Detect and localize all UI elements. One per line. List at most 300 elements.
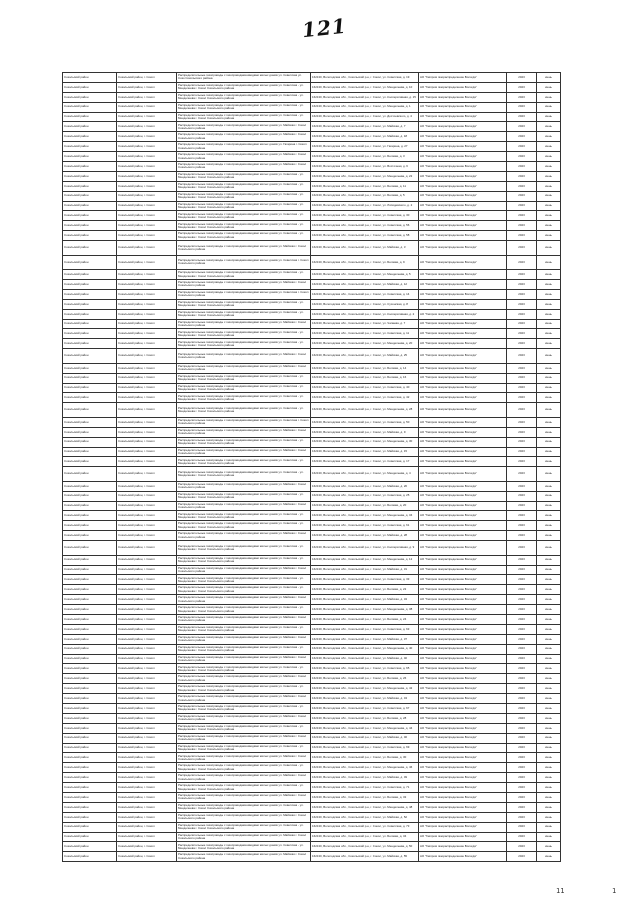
cell-district: Сокольский район — [63, 427, 117, 437]
table-row — [63, 447, 561, 457]
cell-locality: Сокольский район, г. Сокол — [117, 793, 177, 803]
cell-locality: Сокольский район, г. Сокол — [117, 733, 177, 743]
cell-address: 162130, Вологодская обл., Сокольский р-н, г. Сокол, ул. Менделеева, д. 12 — [311, 555, 419, 565]
cell-year: 2023 — [507, 723, 537, 733]
cell-month: июнь — [537, 221, 561, 231]
cell-organization: АО "Газпром газораспределение Вологда" — [419, 467, 507, 482]
cell-organization: АО "Газпром газораспределение Вологда" — [419, 521, 507, 531]
cell-district: Сокольский район — [63, 393, 117, 403]
cell-month: июнь — [537, 82, 561, 92]
cell-organization: АО "Газпром газораспределение Вологда" — [419, 743, 507, 753]
cell-month: июнь — [537, 270, 561, 280]
cell-month: июнь — [537, 541, 561, 556]
cell-district: Сокольский район — [63, 783, 117, 793]
cell-object-name: Распределительные газопроводы с газопроводами-вводами жилых домов ул. Майская г. Сокол Сокольского района — [177, 241, 311, 256]
table-row — [63, 142, 561, 152]
cell-object-name: Распределительные газопроводы с газопроводами-вводами жилых домов ул. Советская - ул. Менделеева г. Сокол Сокольского района — [177, 373, 311, 383]
cell-month: июнь — [537, 403, 561, 418]
cell-object-name: Распределительные газопроводы с газопроводами-вводами жилых домов ул. Советская - ул. Менделеева г. Сокол Сокольского района — [177, 92, 311, 102]
cell-year: 2023 — [507, 531, 537, 541]
cell-locality: Сокольский район, г. Сокол — [117, 783, 177, 793]
cell-organization: АО "Газпром газораспределение Вологда" — [419, 417, 507, 427]
document-table-wrapper — [62, 72, 560, 862]
cell-month: июнь — [537, 822, 561, 832]
cell-object-name: Распределительные газопроводы с газопроводами-вводами жилых домов ул. Майская г. Сокол Сокольского района — [177, 280, 311, 290]
cell-district: Сокольский район — [63, 674, 117, 684]
cell-district: Сокольский район — [63, 763, 117, 773]
cell-year: 2023 — [507, 417, 537, 427]
cell-year: 2023 — [507, 270, 537, 280]
cell-month: июнь — [537, 713, 561, 723]
cell-object-name: Распределительные газопроводы с газопроводами-вводами жилых домов ул. Советская - ул. Менделеева г. Сокол Сокольского района — [177, 102, 311, 112]
cell-locality: Сокольский район, г. Сокол — [117, 624, 177, 634]
cell-locality: Сокольский район, г. Сокол — [117, 664, 177, 674]
cell-year: 2023 — [507, 822, 537, 832]
table-row — [63, 703, 561, 713]
cell-locality: Сокольский район, г. Сокол — [117, 211, 177, 221]
cell-month: июнь — [537, 73, 561, 83]
cell-locality: Сокольский район, г. Сокол — [117, 349, 177, 364]
cell-district: Сокольский район — [63, 595, 117, 605]
cell-district: Сокольский район — [63, 280, 117, 290]
cell-year: 2023 — [507, 842, 537, 852]
table-row — [63, 171, 561, 181]
cell-address: 162130, Вологодская обл., Сокольский р-н, г. Сокол, ул. Майская, д. 31 — [311, 565, 419, 575]
cell-year: 2023 — [507, 102, 537, 112]
cell-locality: Сокольский район, г. Сокол — [117, 575, 177, 585]
cell-month: июнь — [537, 201, 561, 211]
table-row — [63, 457, 561, 467]
cell-district: Сокольский район — [63, 802, 117, 812]
cell-organization: АО "Газпром газораспределение Вологда" — [419, 132, 507, 142]
table-row — [63, 555, 561, 565]
cell-object-name: Распределительные газопроводы с газопроводами-вводами жилых домов ул. Майская г. Сокол Сокольского района — [177, 349, 311, 364]
cell-year: 2023 — [507, 437, 537, 447]
cell-locality: Сокольский район, г. Сокол — [117, 447, 177, 457]
cell-year: 2023 — [507, 349, 537, 364]
cell-organization: АО "Газпром газораспределение Вологда" — [419, 595, 507, 605]
cell-organization: АО "Газпром газораспределение Вологда" — [419, 373, 507, 383]
cell-district: Сокольский район — [63, 132, 117, 142]
cell-organization: АО "Газпром газораспределение Вологда" — [419, 393, 507, 403]
table-row — [63, 82, 561, 92]
cell-organization: АО "Газпром газораспределение Вологда" — [419, 201, 507, 211]
cell-address: 162130, Вологодская обл., Сокольский р-н, г. Сокол, ул. Беговая, д. 24 — [311, 614, 419, 624]
cell-locality: Сокольский район, г. Сокол — [117, 142, 177, 152]
table-row — [63, 565, 561, 575]
cell-address: 162130, Вологодская обл., Сокольский р-н, г. Сокол, ул. Кооперативная, д. 2 — [311, 309, 419, 319]
cell-month: июнь — [537, 694, 561, 704]
cell-locality: Сокольский район, г. Сокол — [117, 694, 177, 704]
cell-month: июнь — [537, 152, 561, 162]
cell-object-name: Распределительные газопроводы с газопроводами-вводами жилых домов ул. Майская г. Сокол Сокольского района — [177, 634, 311, 644]
table-row — [63, 723, 561, 733]
cell-month: июнь — [537, 191, 561, 201]
cell-organization: АО "Газпром газораспределение Вологда" — [419, 181, 507, 191]
cell-address: 162130, Вологодская обл., Сокольский р-н, г. Сокол, ул. Менделеева, д. 20 — [311, 339, 419, 349]
cell-year: 2023 — [507, 565, 537, 575]
table-row — [63, 393, 561, 403]
cell-locality: Сокольский район, г. Сокол — [117, 832, 177, 842]
cell-month: июнь — [537, 329, 561, 339]
cell-year: 2023 — [507, 280, 537, 290]
cell-organization: АО "Газпром газораспределение Вологда" — [419, 319, 507, 329]
cell-month: июнь — [537, 575, 561, 585]
cell-object-name: Распределительные газопроводы с газопроводами-вводами жилых домов ул. Советская - ул. Менделеева г. Сокол Сокольского района — [177, 181, 311, 191]
cell-year: 2023 — [507, 152, 537, 162]
cell-address: 162130, Вологодская обл., Сокольский р-н, г. Сокол, ул. Менделеева, д. 28 — [311, 403, 419, 418]
cell-year: 2023 — [507, 694, 537, 704]
cell-district: Сокольский район — [63, 694, 117, 704]
cell-month: июнь — [537, 511, 561, 521]
table-row — [63, 132, 561, 142]
cell-month: июнь — [537, 427, 561, 437]
cell-district: Сокольский район — [63, 363, 117, 373]
cell-year: 2023 — [507, 703, 537, 713]
cell-year: 2023 — [507, 852, 537, 862]
cell-organization: АО "Газпром газораспределение Вологда" — [419, 614, 507, 624]
gas-pipeline-table — [62, 72, 561, 862]
cell-locality: Сокольский район, г. Сокол — [117, 329, 177, 339]
cell-district: Сокольский район — [63, 713, 117, 723]
cell-month: июнь — [537, 112, 561, 122]
cell-locality: Сокольский район, г. Сокол — [117, 674, 177, 684]
cell-address: 162130, Вологодская обл., Сокольский р-н, г. Сокол, ул. Сухонская, д. 8 — [311, 299, 419, 309]
cell-month: июнь — [537, 842, 561, 852]
cell-locality: Сокольский район, г. Сокол — [117, 231, 177, 241]
cell-district: Сокольский район — [63, 614, 117, 624]
cell-district: Сокольский район — [63, 403, 117, 418]
cell-month: июнь — [537, 393, 561, 403]
cell-year: 2023 — [507, 733, 537, 743]
cell-object-name: Распределительные газопроводы с газопроводами-вводами жилых домов ул. Советская - ул. Менделеева г. Сокол Сокольского района — [177, 575, 311, 585]
cell-month: июнь — [537, 783, 561, 793]
table-row — [63, 793, 561, 803]
cell-year: 2023 — [507, 73, 537, 83]
cell-locality: Сокольский район, г. Сокол — [117, 270, 177, 280]
cell-month: июнь — [537, 319, 561, 329]
table-row — [63, 211, 561, 221]
cell-month: июнь — [537, 437, 561, 447]
table-row — [63, 181, 561, 191]
cell-locality: Сокольский район, г. Сокол — [117, 417, 177, 427]
cell-address: 162130, Вологодская обл., Сокольский р-н, г. Сокол, ул. Майская, д. 37 — [311, 634, 419, 644]
cell-organization: АО "Газпром газораспределение Вологда" — [419, 753, 507, 763]
table-body — [63, 73, 561, 862]
table-row — [63, 832, 561, 842]
cell-year: 2023 — [507, 575, 537, 585]
cell-object-name: Распределительные газопроводы с газопроводами-вводами жилых домов ул. Советская г. Сокол Сокольского района — [177, 255, 311, 270]
cell-object-name: Распределительные газопроводы с газопроводами-вводами жилых домов ул. Майская г. Сокол Сокольского района — [177, 733, 311, 743]
cell-locality: Сокольский район, г. Сокол — [117, 743, 177, 753]
cell-month: июнь — [537, 309, 561, 319]
cell-year: 2023 — [507, 122, 537, 132]
cell-organization: АО "Газпром газораспределение Вологда" — [419, 491, 507, 501]
cell-address: 162130, Вологодская обл., Сокольский р-н, г. Сокол, ул. Ляпидевского, д. 2 — [311, 201, 419, 211]
cell-locality: Сокольский район, г. Сокол — [117, 152, 177, 162]
cell-locality: Сокольский район, г. Сокол — [117, 383, 177, 393]
cell-organization: АО "Газпром газораспределение Вологда" — [419, 142, 507, 152]
cell-locality: Сокольский район, г. Сокол — [117, 763, 177, 773]
cell-address: 162130, Вологодская обл., Сокольский р-н, г. Сокол, ул. Советская, д. 69 — [311, 743, 419, 753]
cell-locality: Сокольский район, г. Сокол — [117, 162, 177, 172]
cell-object-name: Распределительные газопроводы с газопроводами-вводами жилых домов ул. Майская г. Сокол Сокольского района — [177, 595, 311, 605]
cell-object-name: Распределительные газопроводы с газопроводами-вводами жилых домов ул. Советская г. Сокол Сокольского района — [177, 417, 311, 427]
cell-month: июнь — [537, 793, 561, 803]
cell-district: Сокольский район — [63, 221, 117, 231]
cell-year: 2023 — [507, 447, 537, 457]
table-row — [63, 373, 561, 383]
table-row — [63, 152, 561, 162]
cell-district: Сокольский район — [63, 309, 117, 319]
cell-year: 2023 — [507, 832, 537, 842]
table-row — [63, 427, 561, 437]
cell-address: 162130, Вологодская обл., Сокольский р-н, г. Сокол, ул. Советская, д. 71 — [311, 783, 419, 793]
cell-month: июнь — [537, 634, 561, 644]
cell-organization: АО "Газпром газораспределение Вологда" — [419, 852, 507, 862]
cell-organization: АО "Газпром газораспределение Вологда" — [419, 511, 507, 521]
cell-organization: АО "Газпром газораспределение Вологда" — [419, 802, 507, 812]
cell-year: 2023 — [507, 393, 537, 403]
cell-organization: АО "Газпром газораспределение Вологда" — [419, 211, 507, 221]
cell-address: 162130, Вологодская обл., Сокольский р-н, г. Сокол, ул. Беговая, д. 22 — [311, 585, 419, 595]
table-row — [63, 289, 561, 299]
cell-locality: Сокольский район, г. Сокол — [117, 555, 177, 565]
table-row — [63, 654, 561, 664]
cell-object-name: Распределительные газопроводы с газопроводами-вводами жилых домов ул. Майская г. Сокол Сокольского района — [177, 481, 311, 491]
cell-organization: АО "Газпром газораспределение Вологда" — [419, 112, 507, 122]
cell-address: 162130, Вологодская обл., Сокольский р-н, г. Сокол, ул. Майская, д. 25 — [311, 349, 419, 364]
cell-district: Сокольский район — [63, 501, 117, 511]
cell-district: Сокольский район — [63, 531, 117, 541]
cell-object-name: Распределительные газопроводы с газопроводами-вводами жилых домов ул. Майская г. Сокол Сокольского района — [177, 427, 311, 437]
table-row — [63, 541, 561, 556]
cell-object-name: Распределительные газопроводы с газопроводами-вводами жилых домов ул. Майская г. Сокол Сокольского района — [177, 773, 311, 783]
cell-month: июнь — [537, 802, 561, 812]
table-row — [63, 437, 561, 447]
cell-address: 162130, Вологодская обл., Сокольский р-н, г. Сокол, ул. Майская, д. 43 — [311, 694, 419, 704]
cell-month: июнь — [537, 812, 561, 822]
table-row — [63, 162, 561, 172]
cell-month: июнь — [537, 614, 561, 624]
cell-month: июнь — [537, 122, 561, 132]
cell-locality: Сокольский район, г. Сокол — [117, 531, 177, 541]
cell-year: 2023 — [507, 541, 537, 556]
cell-object-name: Распределительные газопроводы с газопроводами-вводами жилых домов ул. Майская г. Сокол Сокольского района — [177, 812, 311, 822]
cell-year: 2023 — [507, 743, 537, 753]
cell-locality: Сокольский район, г. Сокол — [117, 842, 177, 852]
cell-month: июнь — [537, 363, 561, 373]
table-row — [63, 674, 561, 684]
cell-locality: Сокольский район, г. Сокол — [117, 82, 177, 92]
table-row — [63, 191, 561, 201]
table-row — [63, 694, 561, 704]
table-row — [63, 309, 561, 319]
cell-year: 2023 — [507, 363, 537, 373]
cell-address: 162130, Вологодская обл., Сокольский р-н, г. Сокол, ул. Советская, д. 33 — [311, 575, 419, 585]
table-row — [63, 595, 561, 605]
cell-address: 162130, Вологодская обл., Сокольский р-н, г. Сокол, ул. Советская, д. 50 — [311, 417, 419, 427]
cell-year: 2023 — [507, 255, 537, 270]
cell-year: 2023 — [507, 614, 537, 624]
cell-year: 2023 — [507, 595, 537, 605]
cell-address: 162130, Вологодская обл., Сокольский р-н, г. Сокол, ул. Майская, д. 49 — [311, 773, 419, 783]
cell-month: июнь — [537, 605, 561, 615]
cell-organization: АО "Газпром газораспределение Вологда" — [419, 501, 507, 511]
cell-address: 162130, Вологодская обл., Сокольский р-н, г. Сокол, ул. Советская, д. 25 — [311, 491, 419, 501]
cell-locality: Сокольский район, г. Сокол — [117, 614, 177, 624]
cell-locality: Сокольский район, г. Сокол — [117, 393, 177, 403]
cell-year: 2023 — [507, 82, 537, 92]
cell-address: 162130, Вологодская обл., Сокольский р-н, г. Сокол, ул. Менделеева, д. 46 — [311, 763, 419, 773]
cell-address: 162130, Вологодская обл., Сокольский р-н, г. Сокол, ул. Менделеева, д. 38 — [311, 605, 419, 615]
cell-organization: АО "Газпром газораспределение Вологда" — [419, 162, 507, 172]
cell-organization: АО "Газпром газораспределение Вологда" — [419, 363, 507, 373]
cell-address: 162130, Вологодская обл., Сокольский р-н, г. Сокол, ул. Майская, д. 55 — [311, 852, 419, 862]
cell-district: Сокольский район — [63, 181, 117, 191]
cell-district: Сокольский район — [63, 319, 117, 329]
cell-month: июнь — [537, 171, 561, 181]
cell-locality: Сокольский район, г. Сокол — [117, 822, 177, 832]
cell-district: Сокольский район — [63, 191, 117, 201]
table-row — [63, 329, 561, 339]
cell-month: июнь — [537, 501, 561, 511]
cell-month: июнь — [537, 467, 561, 482]
cell-year: 2023 — [507, 309, 537, 319]
cell-district: Сокольский район — [63, 112, 117, 122]
cell-month: июнь — [537, 255, 561, 270]
cell-object-name: Распределительные газопроводы с газопроводами-вводами жилых домов ул. Советская - ул. Менделеева г. Сокол Сокольского района — [177, 723, 311, 733]
page-number: 121 — [300, 13, 348, 43]
table-row — [63, 753, 561, 763]
cell-organization: АО "Газпром газораспределение Вологда" — [419, 255, 507, 270]
cell-district: Сокольский район — [63, 102, 117, 112]
cell-organization: АО "Газпром газораспределение Вологда" — [419, 783, 507, 793]
cell-object-name: Распределительные газопроводы с газопроводами-вводами жилых домов ул. Советская - ул. Менделеева г. Сокол Сокольского района — [177, 112, 311, 122]
cell-locality: Сокольский район, г. Сокол — [117, 511, 177, 521]
cell-month: июнь — [537, 299, 561, 309]
cell-year: 2023 — [507, 201, 537, 211]
cell-organization: АО "Газпром газораспределение Вологда" — [419, 644, 507, 654]
cell-organization: АО "Газпром газораспределение Вологда" — [419, 812, 507, 822]
cell-address: 162130, Вологодская обл., Сокольский р-н, г. Сокол, ул. Майская, д. 52 — [311, 812, 419, 822]
cell-year: 2023 — [507, 191, 537, 201]
cell-organization: АО "Газпром газораспределение Вологда" — [419, 280, 507, 290]
cell-object-name: Распределительные газопроводы с газопроводами-вводами жилых домов ул. Советская - ул. Менделеева г. Сокол Сокольского района — [177, 457, 311, 467]
cell-month: июнь — [537, 373, 561, 383]
cell-district: Сокольский район — [63, 171, 117, 181]
table-row — [63, 73, 561, 83]
table-row — [63, 763, 561, 773]
cell-object-name: Распределительные газопроводы с газопроводами-вводами жилых домов ул. Советская - ул. Менделеева г. Сокол Сокольского района — [177, 191, 311, 201]
cell-district: Сокольский район — [63, 299, 117, 309]
cell-organization: АО "Газпром газораспределение Вологда" — [419, 447, 507, 457]
cell-address: 162130, Вологодская обл., Сокольский р-н, г. Сокол, ул. Беговая, д. 28 — [311, 713, 419, 723]
cell-month: июнь — [537, 457, 561, 467]
cell-organization: АО "Газпром газораспределение Вологда" — [419, 152, 507, 162]
cell-organization: АО "Газпром газораспределение Вологда" — [419, 241, 507, 256]
cell-object-name: Распределительные газопроводы с газопроводами-вводами жилых домов ул. Советская - ул. Менделеева г. Сокол Сокольского района — [177, 339, 311, 349]
cell-district: Сокольский район — [63, 575, 117, 585]
cell-year: 2023 — [507, 403, 537, 418]
cell-locality: Сокольский район, г. Сокол — [117, 427, 177, 437]
cell-address: 162130, Вологодская обл., Сокольский р-н, г. Сокол, ул. Кооперативная, д. 15 — [311, 92, 419, 102]
cell-locality: Сокольский район, г. Сокол — [117, 339, 177, 349]
table-row — [63, 280, 561, 290]
cell-locality: Сокольский район, г. Сокол — [117, 191, 177, 201]
cell-object-name: Распределительные газопроводы с газопроводами-вводами жилых домов ул. Майская г. Сокол Сокольского района — [177, 319, 311, 329]
cell-year: 2023 — [507, 802, 537, 812]
cell-organization: АО "Газпром газораспределение Вологда" — [419, 102, 507, 112]
cell-district: Сокольский район — [63, 383, 117, 393]
cell-organization: АО "Газпром газораспределение Вологда" — [419, 664, 507, 674]
cell-organization: АО "Газпром газораспределение Вологда" — [419, 329, 507, 339]
cell-address: 162130, Вологодская обл., Сокольский р-н, г. Сокол, ул. Советская, д. 19 — [311, 73, 419, 83]
cell-district: Сокольский район — [63, 467, 117, 482]
cell-district: Сокольский район — [63, 241, 117, 256]
cell-organization: АО "Газпром газораспределение Вологда" — [419, 191, 507, 201]
cell-organization: АО "Газпром газораспределение Вологда" — [419, 437, 507, 447]
cell-month: июнь — [537, 624, 561, 634]
cell-year: 2023 — [507, 585, 537, 595]
cell-organization: АО "Газпром газораспределение Вологда" — [419, 541, 507, 556]
cell-year: 2023 — [507, 501, 537, 511]
cell-month: июнь — [537, 132, 561, 142]
table-row — [63, 92, 561, 102]
cell-address: 162130, Вологодская обл., Сокольский р-н, г. Сокол, ул. Майская, д. 28 — [311, 531, 419, 541]
cell-address: 162130, Вологодская обл., Сокольский р-н, г. Сокол, ул. Менделеева, д. 34 — [311, 511, 419, 521]
cell-locality: Сокольский район, г. Сокол — [117, 363, 177, 373]
cell-object-name: Распределительные газопроводы с газопроводами-вводами жилых домов ул. Майская г. Сокол Сокольского района — [177, 132, 311, 142]
cell-object-name: Распределительные газопроводы с газопроводами-вводами жилых домов ул. Советская - ул. Менделеева г. Сокол Сокольского района — [177, 521, 311, 531]
cell-locality: Сокольский район, г. Сокол — [117, 112, 177, 122]
cell-year: 2023 — [507, 634, 537, 644]
table-row — [63, 521, 561, 531]
table-row — [63, 614, 561, 624]
cell-month: июнь — [537, 481, 561, 491]
cell-object-name: Распределительные газопроводы с газопроводами-вводами жилых домов ул. Советская - ул. Менделеева г. Сокол Сокольского района — [177, 783, 311, 793]
table-row — [63, 585, 561, 595]
cell-organization: АО "Газпром газораспределение Вологда" — [419, 457, 507, 467]
cell-address: 162130, Вологодская обл., Сокольский р-н, г. Сокол, ул. Менделеева, д. 44 — [311, 723, 419, 733]
cell-month: июнь — [537, 723, 561, 733]
cell-month: июнь — [537, 102, 561, 112]
cell-organization: АО "Газпром газораспределение Вологда" — [419, 822, 507, 832]
cell-year: 2023 — [507, 605, 537, 615]
table-row — [63, 783, 561, 793]
cell-organization: АО "Газпром газораспределение Вологда" — [419, 339, 507, 349]
cell-month: июнь — [537, 142, 561, 152]
cell-locality: Сокольский район, г. Сокол — [117, 132, 177, 142]
cell-month: июнь — [537, 181, 561, 191]
cell-address: 162130, Вологодская обл., Сокольский р-н, г. Сокол, ул. Советская, д. 73 — [311, 822, 419, 832]
cell-district: Сокольский район — [63, 541, 117, 556]
cell-year: 2023 — [507, 684, 537, 694]
table-row — [63, 255, 561, 270]
cell-address: 162130, Вологодская обл., Сокольский р-н, г. Сокол, ул. Советская, д. 42 — [311, 393, 419, 403]
cell-month: июнь — [537, 703, 561, 713]
cell-address: 162130, Вологодская обл., Сокольский р-н, г. Сокол, ул. Советская, д. 40 — [311, 383, 419, 393]
cell-object-name: Распределительные газопроводы с газопроводами-вводами жилых домов ул. Майская г. Сокол Сокольского района — [177, 753, 311, 763]
cell-month: июнь — [537, 555, 561, 565]
cell-object-name: Распределительные газопроводы с газопроводами-вводами жилых домов ул. Майская г. Сокол Сокольского района — [177, 654, 311, 664]
cell-district: Сокольский район — [63, 255, 117, 270]
table-row — [63, 575, 561, 585]
cell-month: июнь — [537, 162, 561, 172]
cell-address: 162130, Вологодская обл., Сокольский р-н, г. Сокол, ул. Беговая, д. 32 — [311, 793, 419, 803]
cell-locality: Сокольский район, г. Сокол — [117, 605, 177, 615]
cell-object-name: Распределительные газопроводы с газопроводами-вводами жилых домов ул. Майская г. Сокол Сокольского района — [177, 363, 311, 373]
